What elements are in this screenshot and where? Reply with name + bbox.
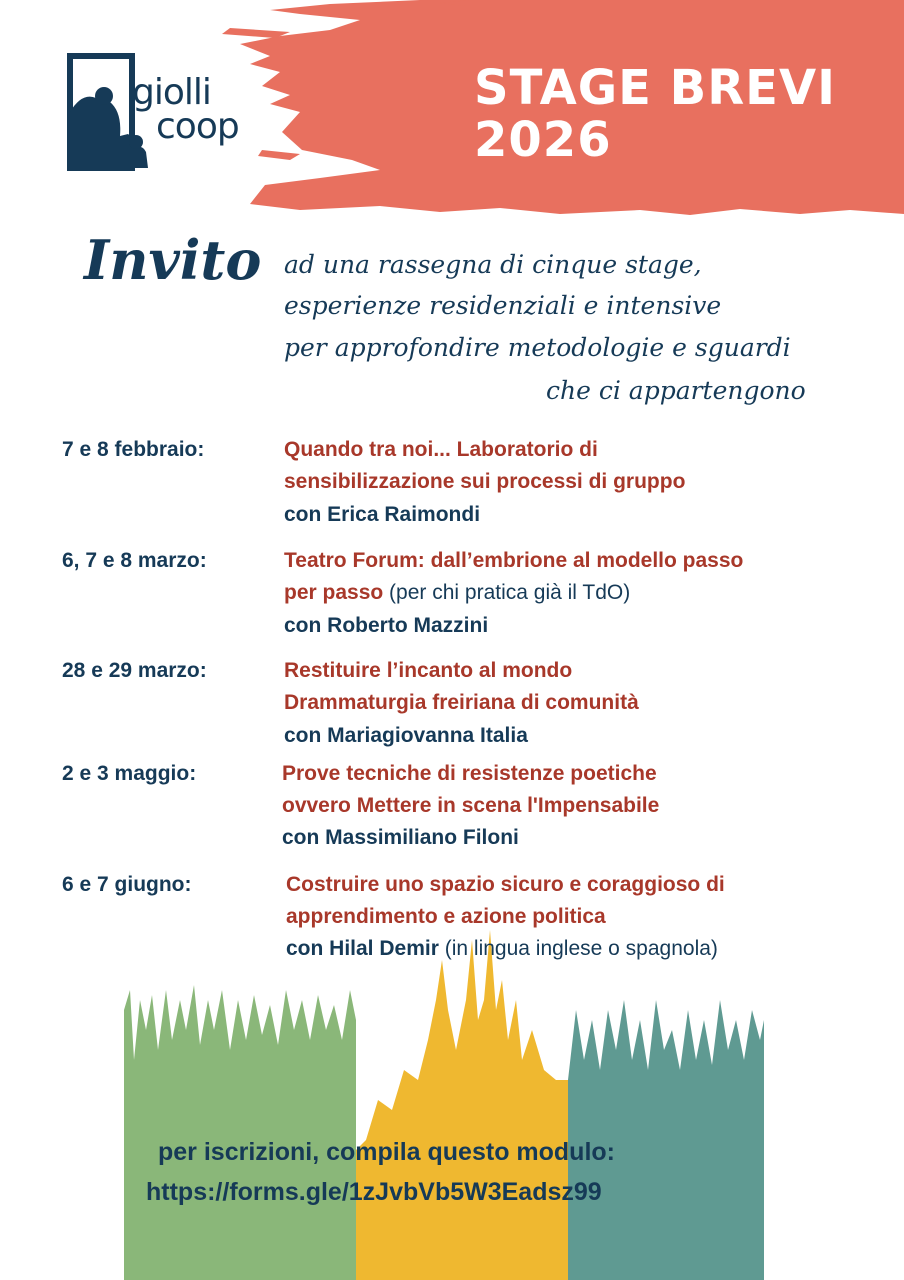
stage-teacher-name: con Erica Raimondi [284, 503, 481, 526]
stage-teacher [284, 503, 480, 527]
stage-title-line2-main: Drammaturgia freiriana di comunità [284, 691, 639, 714]
stage-date: 7 e 8 febbraio: [62, 438, 205, 461]
stage-title-line1: Costruire uno spazio sicuro e coraggioso di [286, 873, 725, 896]
stage-title-line2 [284, 581, 630, 605]
banner-title-year: 2026 [474, 112, 612, 168]
stage-title-line2 [282, 794, 659, 818]
stage-teacher [286, 937, 718, 961]
stage-teacher-name: con Roberto Mazzini [284, 614, 489, 637]
stage-teacher [284, 724, 528, 748]
stage-title-line2-main: per passo [284, 581, 384, 604]
stage-title-line1: Restituire l’incanto al mondo [284, 659, 573, 682]
stage-teacher [284, 614, 488, 638]
stage-teacher-name: con Massimiliano Filoni [282, 826, 519, 849]
intro-line-2: esperienze residenziali e intensive [284, 291, 722, 320]
stage-title-line2 [286, 905, 606, 929]
logo-word-giolli: giolli [132, 72, 211, 113]
intro-heading: Invito [84, 228, 262, 292]
stage-title-note: (per chi pratica già il TdO) [383, 581, 631, 604]
stage-title-line1: Quando tra noi... Laboratorio di [284, 438, 598, 461]
intro-line-3: per approfondire metodologie e sguardi [284, 333, 791, 362]
signup-link[interactable]: https://forms.gle/1zJvbVb5W3Eadsz99 [146, 1178, 602, 1206]
intro-line-4: che ci appartengono [546, 376, 806, 405]
stage-title-line1: Prove tecniche di resistenze poetiche [282, 762, 657, 785]
stage-title-line2-main: apprendimento e azione politica [286, 905, 606, 928]
stage-title-line1: Teatro Forum: dall’embrione al modello passo [284, 549, 744, 572]
stage-teacher [282, 826, 519, 850]
stage-title-line2 [284, 470, 685, 494]
stage-teacher-name: con Mariagiovanna Italia [284, 724, 528, 747]
stage-teacher-name: con Hilal Demir [286, 937, 439, 960]
stage-title-line2 [284, 691, 639, 715]
stage-date: 28 e 29 marzo: [62, 659, 207, 682]
stage-title-line2-main: sensibilizzazione sui processi di gruppo [284, 470, 686, 493]
stage-date: 2 e 3 maggio: [62, 762, 197, 785]
logo-word-coop: coop [156, 106, 239, 147]
stage-date: 6, 7 e 8 marzo: [62, 549, 207, 572]
stage-title-line2-main: ovvero Mettere in scena l'Impensabile [282, 794, 660, 817]
signup-text: per iscrizioni, compila questo modulo: [158, 1138, 615, 1166]
banner-title-line1: STAGE BREVI [474, 60, 836, 116]
stage-date: 6 e 7 giugno: [62, 873, 192, 896]
intro-line-1: ad una rassegna di cinque stage, [284, 250, 702, 279]
stage-teacher-note: (in lingua inglese o spagnola) [438, 937, 718, 960]
